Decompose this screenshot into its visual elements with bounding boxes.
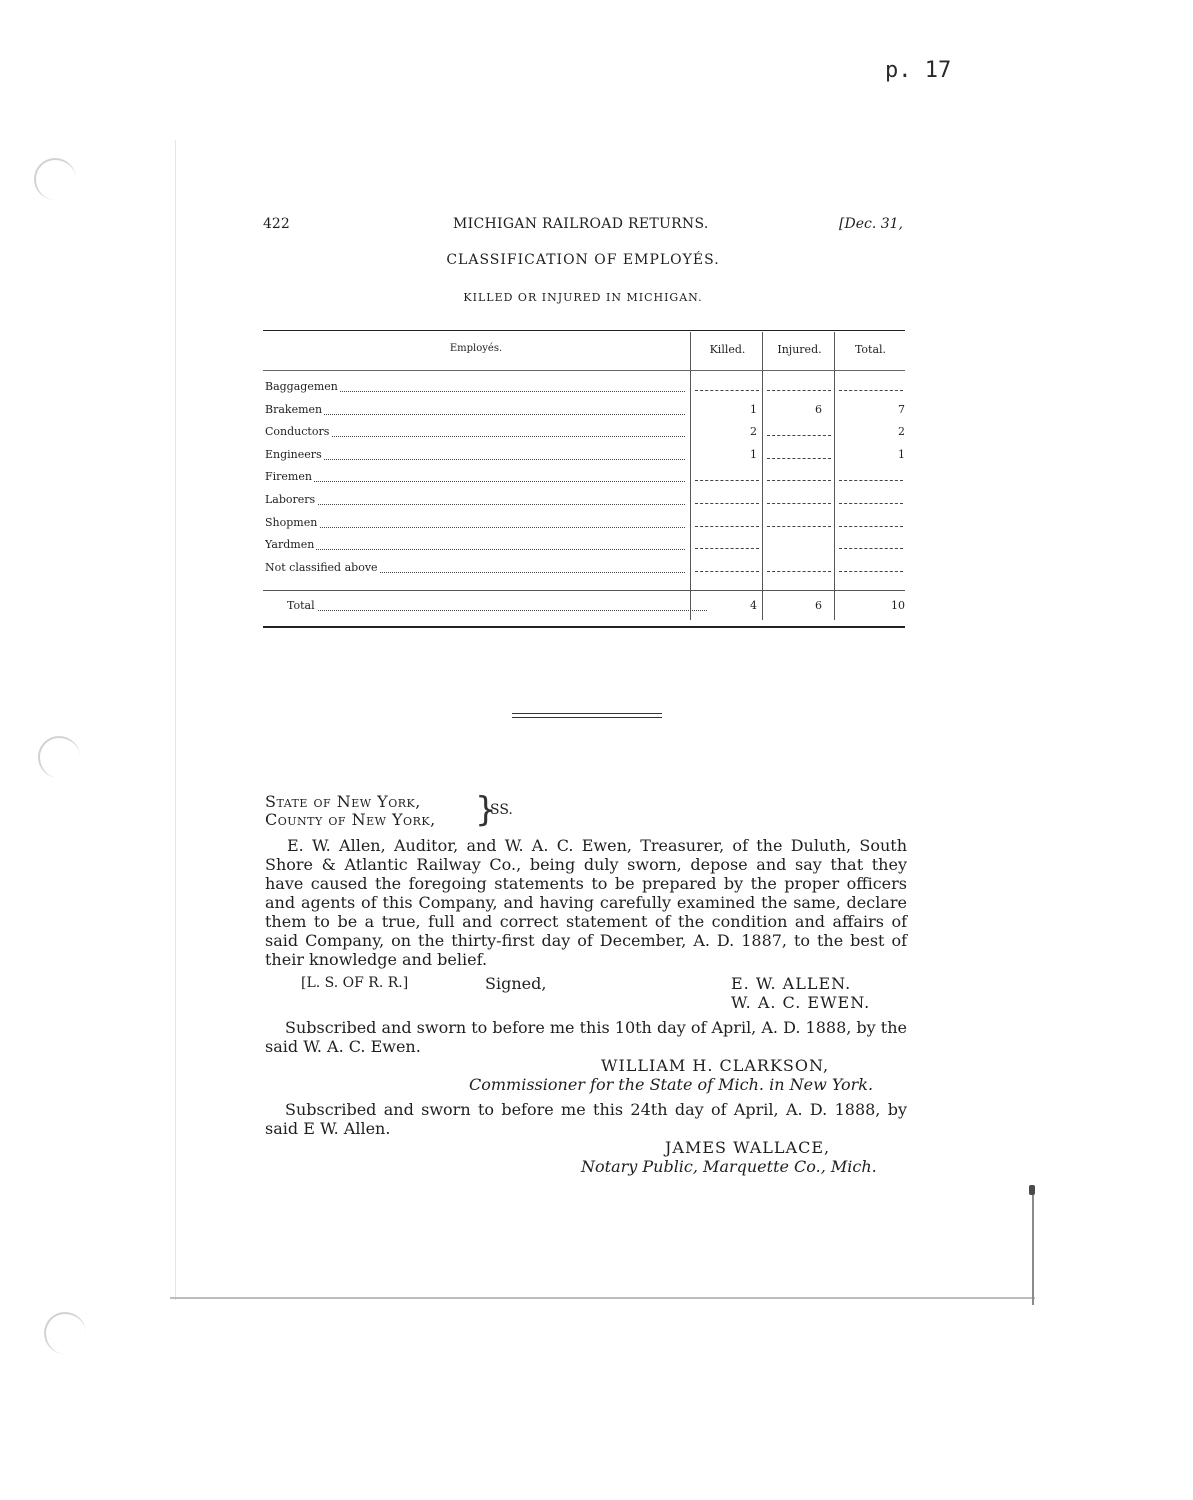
row-label: Engineers [265,448,685,464]
binder-hole [44,1312,86,1354]
table-row [263,467,905,487]
page-edge-bottom [170,1297,1035,1299]
column-header-employes: Employés. [449,343,503,354]
section-subheading: KILLED OR INJURED IN MICHIGAN. [463,291,703,304]
empty-cell-dash [695,571,759,572]
empty-cell-dash [839,390,903,391]
empty-cell-dash [839,548,903,549]
cell-injured: 6 [815,402,822,416]
row-label: Conductors [265,425,685,441]
section-separator [512,713,662,714]
row-label: Laborers [265,493,685,509]
empty-cell-dash [695,503,759,504]
page-edge-right [1032,1195,1034,1305]
table-row [263,490,905,510]
subscription-1: Subscribed and sworn to before me this 10th day of April, A. D. 1888, by the said W. A. C. Ewen. [265,1018,907,1056]
table-rule-top [263,330,905,331]
brace: } [475,790,497,830]
venue-block [265,790,525,834]
empty-cell-dash [695,480,759,481]
table-rule-total [263,590,905,591]
row-label: Shopmen [265,516,685,532]
signed-label: Signed, [485,974,547,993]
running-title: MICHIGAN RAILROAD RETURNS. [453,216,709,232]
empty-cell-dash [839,480,903,481]
table-row [263,513,905,533]
empty-cell-dash [767,435,831,436]
seal: [L. S. OF R. R.] [301,975,409,991]
empty-cell-dash [767,571,831,572]
officer-2-name: JAMES WALLACE, [665,1138,831,1157]
column-header-killed: Killed. [709,343,746,356]
table-rule-header [263,370,905,371]
signer-2: W. A. C. EWEN. [731,993,871,1012]
officer-1-name: WILLIAM H. CLARKSON, [601,1056,830,1075]
binder-hole [34,158,76,200]
table-row [263,400,905,420]
page-edge-left [175,140,176,1300]
row-label: Total [287,599,707,615]
row-label: Not classified above [265,561,685,577]
empty-cell-dash [839,571,903,572]
total-total: 10 [891,599,905,612]
table-total-row [263,596,905,616]
running-date: [Dec. 31, [839,216,903,232]
binder-hole [38,736,80,778]
empty-cell-dash [695,390,759,391]
officer-2-title: Notary Public, Marquette Co., Mich. [581,1157,877,1176]
venue-county: County of New York, [265,810,436,829]
cell-total: 1 [898,447,905,461]
total-killed: 4 [750,599,757,612]
empty-cell-dash [767,480,831,481]
cell-total: 2 [898,425,905,439]
signature-block [265,974,907,1014]
column-header-total: Total. [854,343,887,356]
subscription-2: Subscribed and sworn to before me this 24th day of April, A. D. 1888, by said E W. Allen. [265,1100,907,1138]
section-separator [512,717,662,718]
empty-cell-dash [695,548,759,549]
table-rule-bottom [263,626,905,628]
cell-killed: 2 [750,425,757,439]
column-header-injured: Injured. [777,343,822,356]
row-label: Yardmen [265,538,685,554]
table-row [263,377,905,397]
table-row [263,535,905,555]
total-injured: 6 [815,599,822,612]
cell-killed: 1 [750,447,757,461]
venue-ss: SS. [490,802,513,818]
table-row [263,422,905,442]
page-number: 422 [263,216,290,232]
affidavit [265,790,915,1190]
signer-1: E. W. ALLEN. [731,974,852,993]
empty-cell-dash [695,526,759,527]
page-edge-mark [1029,1185,1035,1195]
cell-killed: 1 [750,402,757,416]
empty-cell-dash [839,526,903,527]
empty-cell-dash [767,458,831,459]
empty-cell-dash [839,503,903,504]
empty-cell-dash [767,503,831,504]
section-heading: CLASSIFICATION OF EMPLOYÉS. [446,252,720,268]
running-head [263,216,903,238]
table-row [263,558,905,578]
empty-cell-dash [767,526,831,527]
officer-1-title: Commissioner for the State of Mich. in New York. [469,1075,874,1094]
cell-total: 7 [898,402,905,416]
employees-table [263,330,905,630]
scan-page-label: p. 17 [885,58,952,83]
row-label: Brakemen [265,403,685,419]
row-label: Baggagemen [265,380,685,396]
venue-state: State of New York, [265,792,421,811]
empty-cell-dash [767,390,831,391]
affidavit-body: E. W. Allen, Auditor, and W. A. C. Ewen, Treasurer, of the Duluth, South Shore & Atlantic Railway Co., being duly sworn, depose and say that they have caused the foregoing statements to be prepared by the proper officers and agents of this Company, and having carefully examined the same, declare them to be a true, full and correct statement of the condition and affairs of said Company, on the thirty-first day of December, A. D. 1887, to the best of their knowledge and belief. [265,836,907,969]
row-label: Firemen [265,470,685,486]
table-row [263,445,905,465]
